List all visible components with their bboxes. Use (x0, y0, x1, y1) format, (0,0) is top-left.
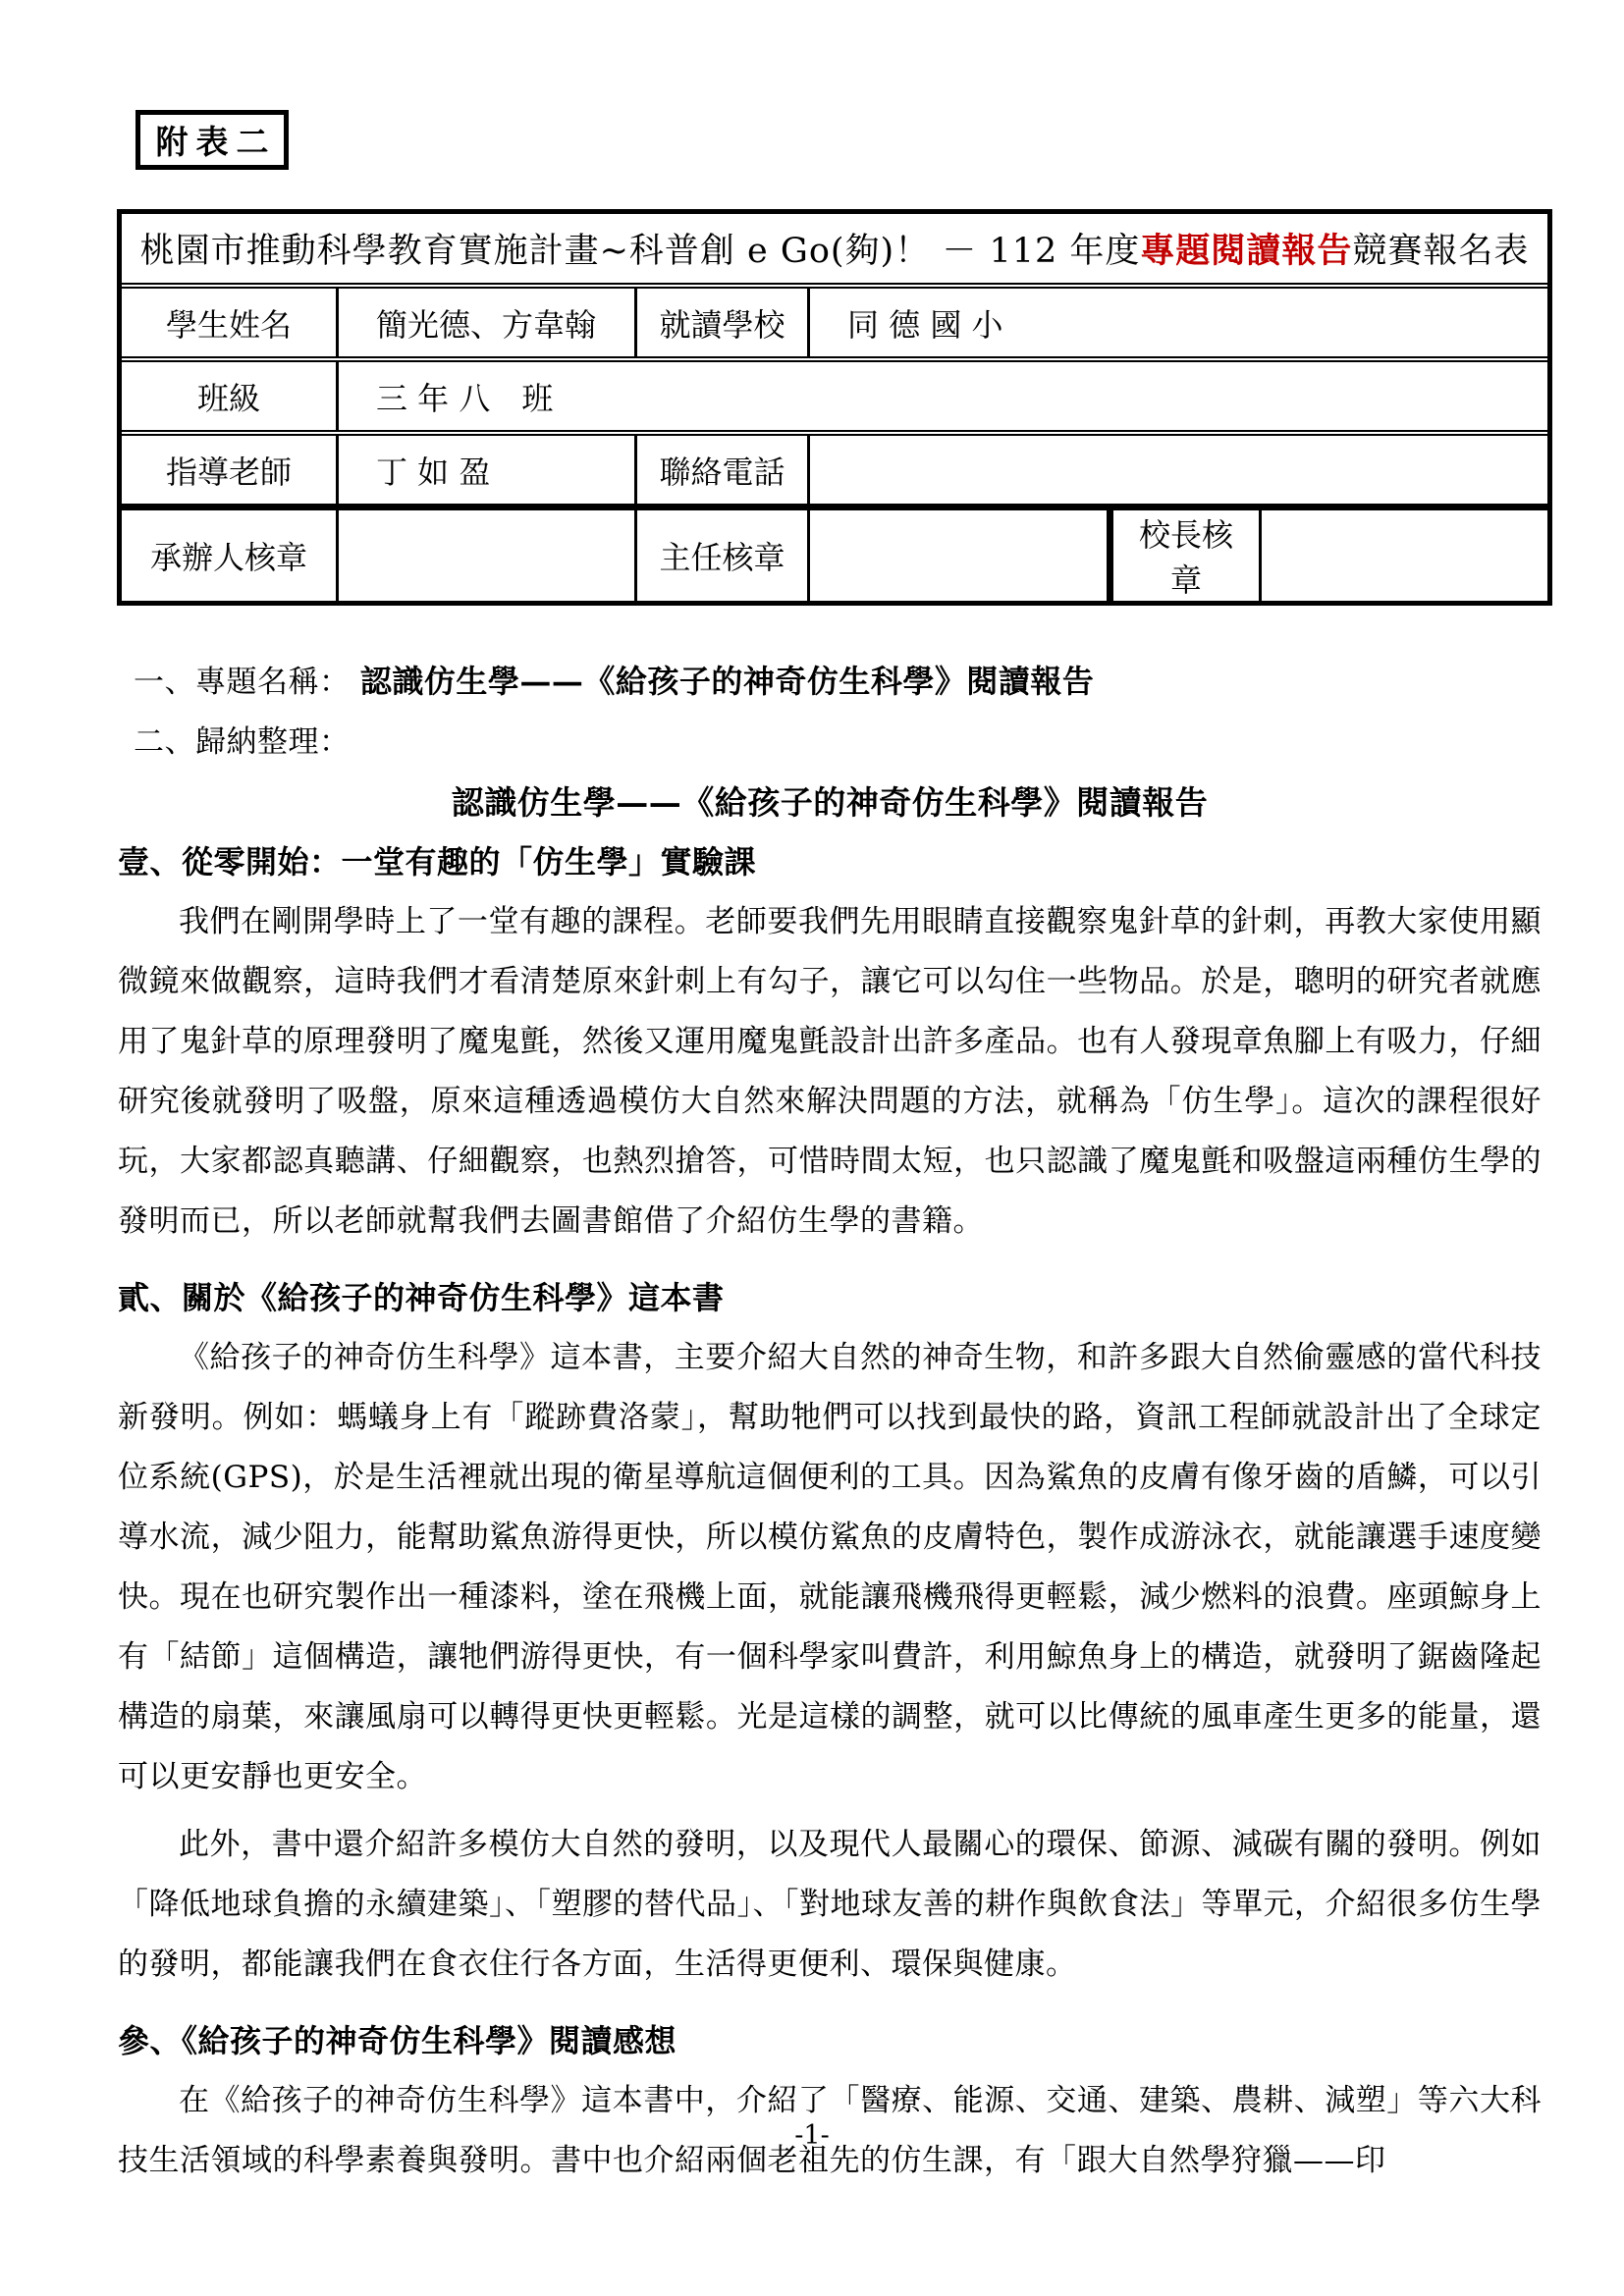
student-row (122, 283, 1547, 356)
section3-paragraph-1: 在《給孩子的神奇仿生科學》這本書中，介紹了「醫療、能源、交通、建築、農耕、減塑」等六大科技生活領域的科學素養與發明。書中也介紹兩個老祖先的仿生課，有「跟大自然學狩獵——印 (118, 2083, 1542, 2178)
principal-seal-label: 校長核章 (1107, 510, 1259, 601)
staff-seal-cell (336, 510, 634, 601)
section2-heading: 貳、關於《給孩子的神奇仿生科學》這本書 (118, 1279, 725, 1316)
table-title-row (122, 214, 1547, 283)
phone-value (807, 436, 1547, 504)
teacher-label: 指導老師 (165, 453, 292, 491)
class-label: 班級 (196, 379, 260, 417)
registration-table (117, 209, 1552, 606)
class-value: 三 年 八 班 (336, 362, 1547, 430)
report-title: 認識仿生學——《給孩子的神奇仿生科學》閱讀報告 (451, 783, 1209, 822)
page-number: -1- (794, 2120, 830, 2151)
section3-heading: 參、《給孩子的神奇仿生科學》閱讀感想 (118, 2022, 677, 2059)
director-seal-cell (807, 510, 1107, 601)
table-title (122, 214, 1547, 283)
staff-seal-label: 承辦人核章 (149, 539, 307, 576)
teacher-value: 丁 如 盈 (336, 436, 634, 504)
phone-label: 聯絡電話 (634, 436, 807, 504)
item-topic-name (118, 652, 1542, 713)
director-seal-label: 主任核章 (634, 510, 807, 601)
section1-paragraph: 我們在剛開學時上了一堂有趣的課程。老師要我們先用眼睛直接觀察鬼針草的針刺，再教大家使用顯微鏡來做觀察，這時我們才看清楚原來針刺上有勾子，讓它可以勾住一些物品。於是，聰明的研究者就應用了鬼針草的原理發明了魔鬼氈，然後又運用魔鬼氈設計出許多產品。也有人發現章魚腳上有吸力，仔細研究後就發明了吸盤，原來這種透過模仿大自然來解決問題的方法，就稱為「仿生學」。這次的課程很好玩，大家都認真聽講、仔細觀察，也熱烈搶答，可惜時間太短，也只認識了魔鬼氈和吸盤這兩種仿生學的發明而已，所以老師就幫我們去圖書館借了介紹仿生學的書籍。 (118, 904, 1542, 1239)
class-row (122, 356, 1547, 430)
appendix-tag-label: 附表二 (155, 123, 277, 161)
appendix-tag-box (135, 110, 289, 170)
item2-label: 二、歸納整理： (134, 724, 351, 760)
student-name-label: 學生姓名 (165, 305, 292, 344)
section1-heading: 壹、從零開始：一堂有趣的「仿生學」實驗課 (118, 843, 757, 881)
student-name-value: 簡光德、方韋翰 (336, 289, 634, 356)
table-title-highlight: 專題閱讀報告 (1140, 231, 1353, 271)
section2-paragraph-1: 《給孩子的神奇仿生科學》這本書，主要介紹大自然的神奇生物，和許多跟大自然偷靈感的當代科技新發明。例如：螞蟻身上有「蹤跡費洛蒙」，幫助牠們可以找到最快的路，資訊工程師就設計出了全球定位系統(GPS)，於是生活裡就出現的衛星導航這個便利的工具。因為鯊魚的皮膚有像牙齒的盾鱗，可以引導水流，減少阻力，能幫助鯊魚游得更快，所以模仿鯊魚的皮膚特色，製作成游泳衣，就能讓選手速度變快。現在也研究製作出一種漆料，塗在飛機上面，就能讓飛機飛得更輕鬆，減少燃料的浪費。座頭鯨身上有「結節」這個構造，讓牠們游得更快，有一個科學家叫費許，利用鯨魚身上的構造，就發明了鋸齒隆起構造的扇葉，來讓風扇可以轉得更快更輕鬆。光是這樣的調整，就可以比傳統的風車產生更多的能量，還可以更安靜也更安全。 (118, 1340, 1542, 1794)
principal-seal-cell (1259, 510, 1547, 601)
school-value: 同 德 國 小 (807, 289, 1547, 356)
school-label: 就讀學校 (634, 289, 807, 356)
section2-paragraph-2: 此外，書中還介紹許多模仿大自然的發明，以及現代人最關心的環保、節源、減碳有關的發明。例如「降低地球負擔的永續建築」、「塑膠的替代品」、「對地球友善的耕作與飲食法」等單元，介紹很多仿生學的發明，都能讓我們在食衣住行各方面，生活得更便利、環保與健康。 (118, 1827, 1542, 1982)
item1-label: 一、專題名稱： (134, 665, 351, 700)
table-title-post: 競賽報名表 (1352, 232, 1530, 271)
teacher-row (122, 430, 1547, 504)
report-content (118, 652, 1542, 2191)
seal-row (122, 504, 1547, 601)
item1-title: 認識仿生學——《給孩子的神奇仿生科學》閱讀報告 (359, 663, 1095, 700)
item-summary (118, 713, 1542, 773)
table-title-pre: 桃園市推動科學教育實施計畫~科普創 e Go(夠)！ － 112 年度 (139, 232, 1141, 271)
